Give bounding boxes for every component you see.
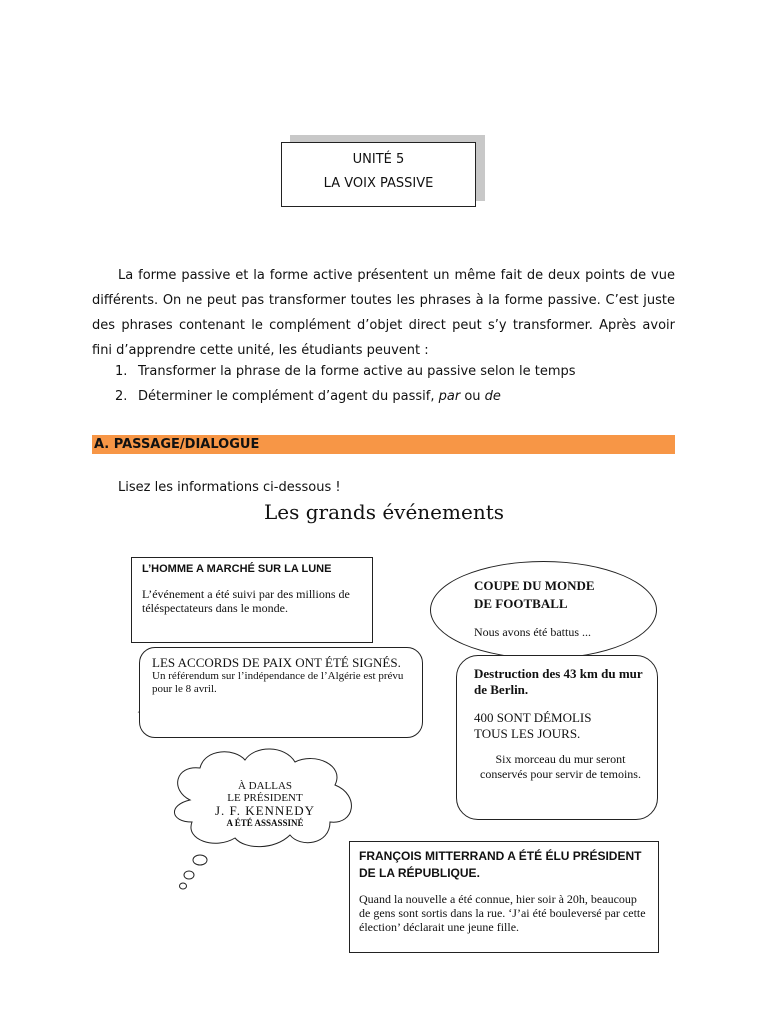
- event-football-title: COUPE DU MONDE DE FOOTBALL: [474, 578, 595, 611]
- event-football-text: Nous avons été battus ...: [474, 625, 591, 639]
- event-mitterrand-text: Quand la nouvelle a été connue, hier soir à 20h, beaucoup de gens sont sortis dans la rue. ‘J’ai été bouleversé par cette élection’ déclarait une jeune fille.: [359, 892, 646, 934]
- event-football-ellipse: [430, 561, 657, 659]
- unit-number: UNITÉ 5: [352, 152, 405, 167]
- objective-par: par: [438, 389, 461, 404]
- events-heading: Les grands événements: [264, 500, 504, 524]
- event-moon-text: L’événement a été suivi par des millions de téléspectateurs dans le monde.: [142, 587, 350, 615]
- event-mitterrand-title: FRANÇOIS MITTERRAND A ÉTÉ ÉLU PRÉSIDENT DE LA RÉPUBLIQUE.: [359, 849, 642, 880]
- unit-title: LA VOIX PASSIVE: [323, 176, 434, 191]
- event-dallas-line3: J. F. KENNEDY: [214, 803, 316, 818]
- event-dallas-line1: À DALLAS: [237, 780, 293, 792]
- event-peace-title: LES ACCORDS DE PAIX ONT ÉTÉ SIGNÉS.: [152, 655, 401, 670]
- objective-number: 2.: [115, 389, 128, 404]
- event-berlin-title: Destruction des 43 km du mur de Berlin.: [474, 666, 643, 697]
- event-berlin-middle: 400 SONT DÉMOLIS TOUS LES JOURS.: [474, 710, 592, 741]
- event-moon-title: L’HOMME A MARCHÉ SUR LA LUNE: [142, 563, 332, 575]
- objective-number: 1.: [115, 364, 128, 379]
- objective-ou: ou: [460, 389, 485, 404]
- objective-text: Déterminer le complément d’agent du passif,: [138, 389, 439, 404]
- objective-text: Transformer la phrase de la forme active au passive selon le temps: [138, 364, 576, 379]
- event-peace-bubble: [139, 647, 423, 738]
- event-dallas-cloud-text: [190, 780, 340, 829]
- event-peace-text: Un référendum sur l’indépendance de l’Algérie est prévu pour le 8 avril.: [152, 670, 404, 695]
- instruction-text: Lisez les informations ci-dessous !: [118, 480, 341, 495]
- intro-text: La forme passive et la forme active présentent un même fait de deux points de vue différents. On ne peut pas transformer toutes les phrases à la forme passive. C’est juste des phrases contenant le complément d’objet direct peut s’y transformer. Après avoir fini d’apprendre cette unité, les étudiants peuvent :: [92, 268, 675, 358]
- event-moon-box: [131, 557, 373, 643]
- event-berlin-bubble: [456, 655, 658, 820]
- event-dallas-line4: A ÉTÉ ASSASSINÉ: [226, 818, 304, 828]
- objective-de: de: [484, 389, 501, 404]
- event-mitterrand-box: [349, 841, 659, 953]
- event-dallas-line2: LE PRÉSIDENT: [227, 792, 303, 804]
- event-berlin-text: Six morceau du mur seront conservés pour servir de temoins.: [480, 752, 641, 781]
- section-heading: A. PASSAGE/DIALOGUE: [92, 435, 675, 454]
